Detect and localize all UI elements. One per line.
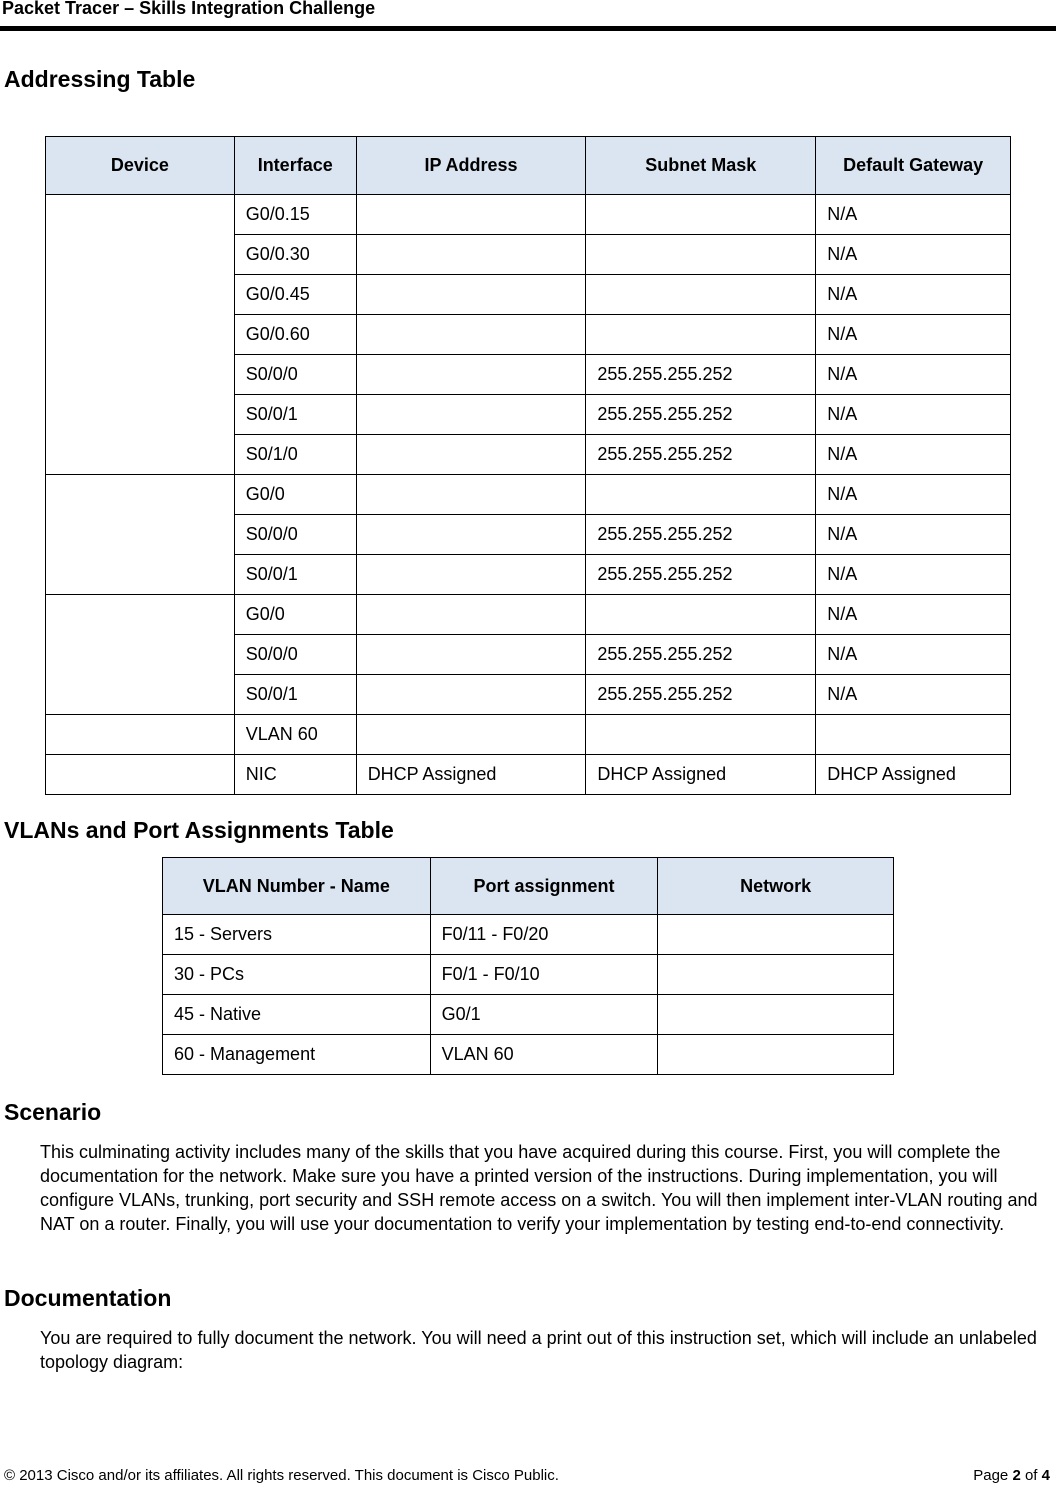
table-row <box>163 1035 894 1075</box>
gateway-cell: N/A <box>816 595 1011 635</box>
header-rule <box>0 26 1056 31</box>
gateway-cell: N/A <box>816 195 1011 235</box>
table-row <box>46 195 1011 235</box>
device-cell <box>46 475 235 595</box>
ip-cell <box>356 195 586 235</box>
documentation-heading: Documentation <box>4 1285 172 1311</box>
vlan-name-cell: 30 - PCs <box>163 955 431 995</box>
device-cell <box>46 595 235 715</box>
mask-cell: DHCP Assigned <box>586 755 816 795</box>
ip-cell <box>356 515 586 555</box>
ip-cell <box>356 675 586 715</box>
ip-cell <box>356 555 586 595</box>
col-default-gateway: Default Gateway <box>816 137 1011 195</box>
scenario-heading: Scenario <box>4 1099 102 1125</box>
ip-cell <box>356 395 586 435</box>
table-row <box>46 475 1011 515</box>
device-cell <box>46 755 235 795</box>
network-cell <box>658 955 894 995</box>
mask-cell: 255.255.255.252 <box>586 515 816 555</box>
mask-cell: 255.255.255.252 <box>586 675 816 715</box>
mask-cell: 255.255.255.252 <box>586 635 816 675</box>
ip-cell <box>356 435 586 475</box>
interface-cell: G0/0.30 <box>234 235 356 275</box>
ip-cell <box>356 275 586 315</box>
mask-cell <box>586 195 816 235</box>
vlan-name-cell: 15 - Servers <box>163 915 431 955</box>
page-total: 4 <box>1041 1467 1050 1484</box>
ip-cell: DHCP Assigned <box>356 755 586 795</box>
port-cell: G0/1 <box>430 995 658 1035</box>
col-port-assignment: Port assignment <box>430 858 658 915</box>
gateway-cell: N/A <box>816 635 1011 675</box>
port-cell: VLAN 60 <box>430 1035 658 1075</box>
network-cell <box>658 915 894 955</box>
gateway-cell: N/A <box>816 395 1011 435</box>
interface-cell: G0/0.15 <box>234 195 356 235</box>
col-interface: Interface <box>234 137 356 195</box>
page-of-label: of <box>1024 1467 1038 1484</box>
documentation-text: You are required to fully document the network. You will need a print out of this instruction set, which will include an unlabeled topology diagram: <box>40 1328 1037 1372</box>
gateway-cell: N/A <box>816 475 1011 515</box>
interface-cell: S0/0/0 <box>234 355 356 395</box>
interface-cell: G0/0.45 <box>234 275 356 315</box>
vlan-header-row <box>163 858 894 915</box>
mask-cell <box>586 235 816 275</box>
ip-cell <box>356 635 586 675</box>
gateway-cell: N/A <box>816 515 1011 555</box>
interface-cell: S0/0/1 <box>234 395 356 435</box>
port-cell: F0/1 - F0/10 <box>430 955 658 995</box>
page-header-title: Packet Tracer – Skills Integration Challenge <box>2 0 376 18</box>
mask-cell <box>586 275 816 315</box>
mask-cell: 255.255.255.252 <box>586 435 816 475</box>
addressing-table <box>45 136 1011 795</box>
port-cell: F0/11 - F0/20 <box>430 915 658 955</box>
footer-page-number <box>973 1467 1050 1484</box>
vlan-table <box>162 857 894 1075</box>
addressing-table-heading: Addressing Table <box>4 66 196 92</box>
addressing-header-row <box>46 137 1011 195</box>
network-cell <box>658 1035 894 1075</box>
gateway-cell: N/A <box>816 355 1011 395</box>
gateway-cell: N/A <box>816 555 1011 595</box>
gateway-cell: N/A <box>816 275 1011 315</box>
table-row <box>46 595 1011 635</box>
interface-cell: S0/1/0 <box>234 435 356 475</box>
page-current: 2 <box>1012 1467 1021 1484</box>
interface-cell: NIC <box>234 755 356 795</box>
table-row <box>46 755 1011 795</box>
vlan-name-cell: 45 - Native <box>163 995 431 1035</box>
interface-cell: S0/0/0 <box>234 515 356 555</box>
vlan-table-heading: VLANs and Port Assignments Table <box>4 817 394 843</box>
device-cell <box>46 195 235 475</box>
device-cell <box>46 715 235 755</box>
network-cell <box>658 995 894 1035</box>
table-row <box>163 955 894 995</box>
gateway-cell: N/A <box>816 435 1011 475</box>
mask-cell <box>586 595 816 635</box>
mask-cell <box>586 715 816 755</box>
gateway-cell: N/A <box>816 315 1011 355</box>
interface-cell: VLAN 60 <box>234 715 356 755</box>
interface-cell: S0/0/1 <box>234 675 356 715</box>
scenario-text: This culminating activity includes many of the skills that you have acquired during this course. First, you will complete the documentation for the network. Make sure you have a printed version of the instructions. During implementation, you will configure VLANs, trunking, port security and SSH remote access on a switch. You will then implement inter-VLAN routing and NAT on a router. Finally, you will use your documentation to verify your implementation by testing end-to-end connectivity. <box>40 1142 1038 1234</box>
interface-cell: S0/0/0 <box>234 635 356 675</box>
col-subnet-mask: Subnet Mask <box>586 137 816 195</box>
gateway-cell: N/A <box>816 675 1011 715</box>
gateway-cell: N/A <box>816 235 1011 275</box>
interface-cell: G0/0 <box>234 475 356 515</box>
mask-cell: 255.255.255.252 <box>586 395 816 435</box>
table-row <box>163 995 894 1035</box>
mask-cell <box>586 315 816 355</box>
col-network: Network <box>658 858 894 915</box>
ip-cell <box>356 355 586 395</box>
interface-cell: S0/0/1 <box>234 555 356 595</box>
ip-cell <box>356 315 586 355</box>
mask-cell: 255.255.255.252 <box>586 555 816 595</box>
vlan-name-cell: 60 - Management <box>163 1035 431 1075</box>
interface-cell: G0/0 <box>234 595 356 635</box>
mask-cell: 255.255.255.252 <box>586 355 816 395</box>
ip-cell <box>356 595 586 635</box>
table-row <box>46 715 1011 755</box>
interface-cell: G0/0.60 <box>234 315 356 355</box>
footer-copyright: © 2013 Cisco and/or its affiliates. All rights reserved. This document is Cisco Public. <box>4 1467 559 1484</box>
gateway-cell: DHCP Assigned <box>816 755 1011 795</box>
col-device: Device <box>46 137 235 195</box>
ip-cell <box>356 235 586 275</box>
page-label: Page <box>973 1467 1009 1484</box>
ip-cell <box>356 475 586 515</box>
ip-cell <box>356 715 586 755</box>
mask-cell <box>586 475 816 515</box>
table-row <box>163 915 894 955</box>
col-vlan-number-name: VLAN Number - Name <box>163 858 431 915</box>
col-ip-address: IP Address <box>356 137 586 195</box>
gateway-cell <box>816 715 1011 755</box>
